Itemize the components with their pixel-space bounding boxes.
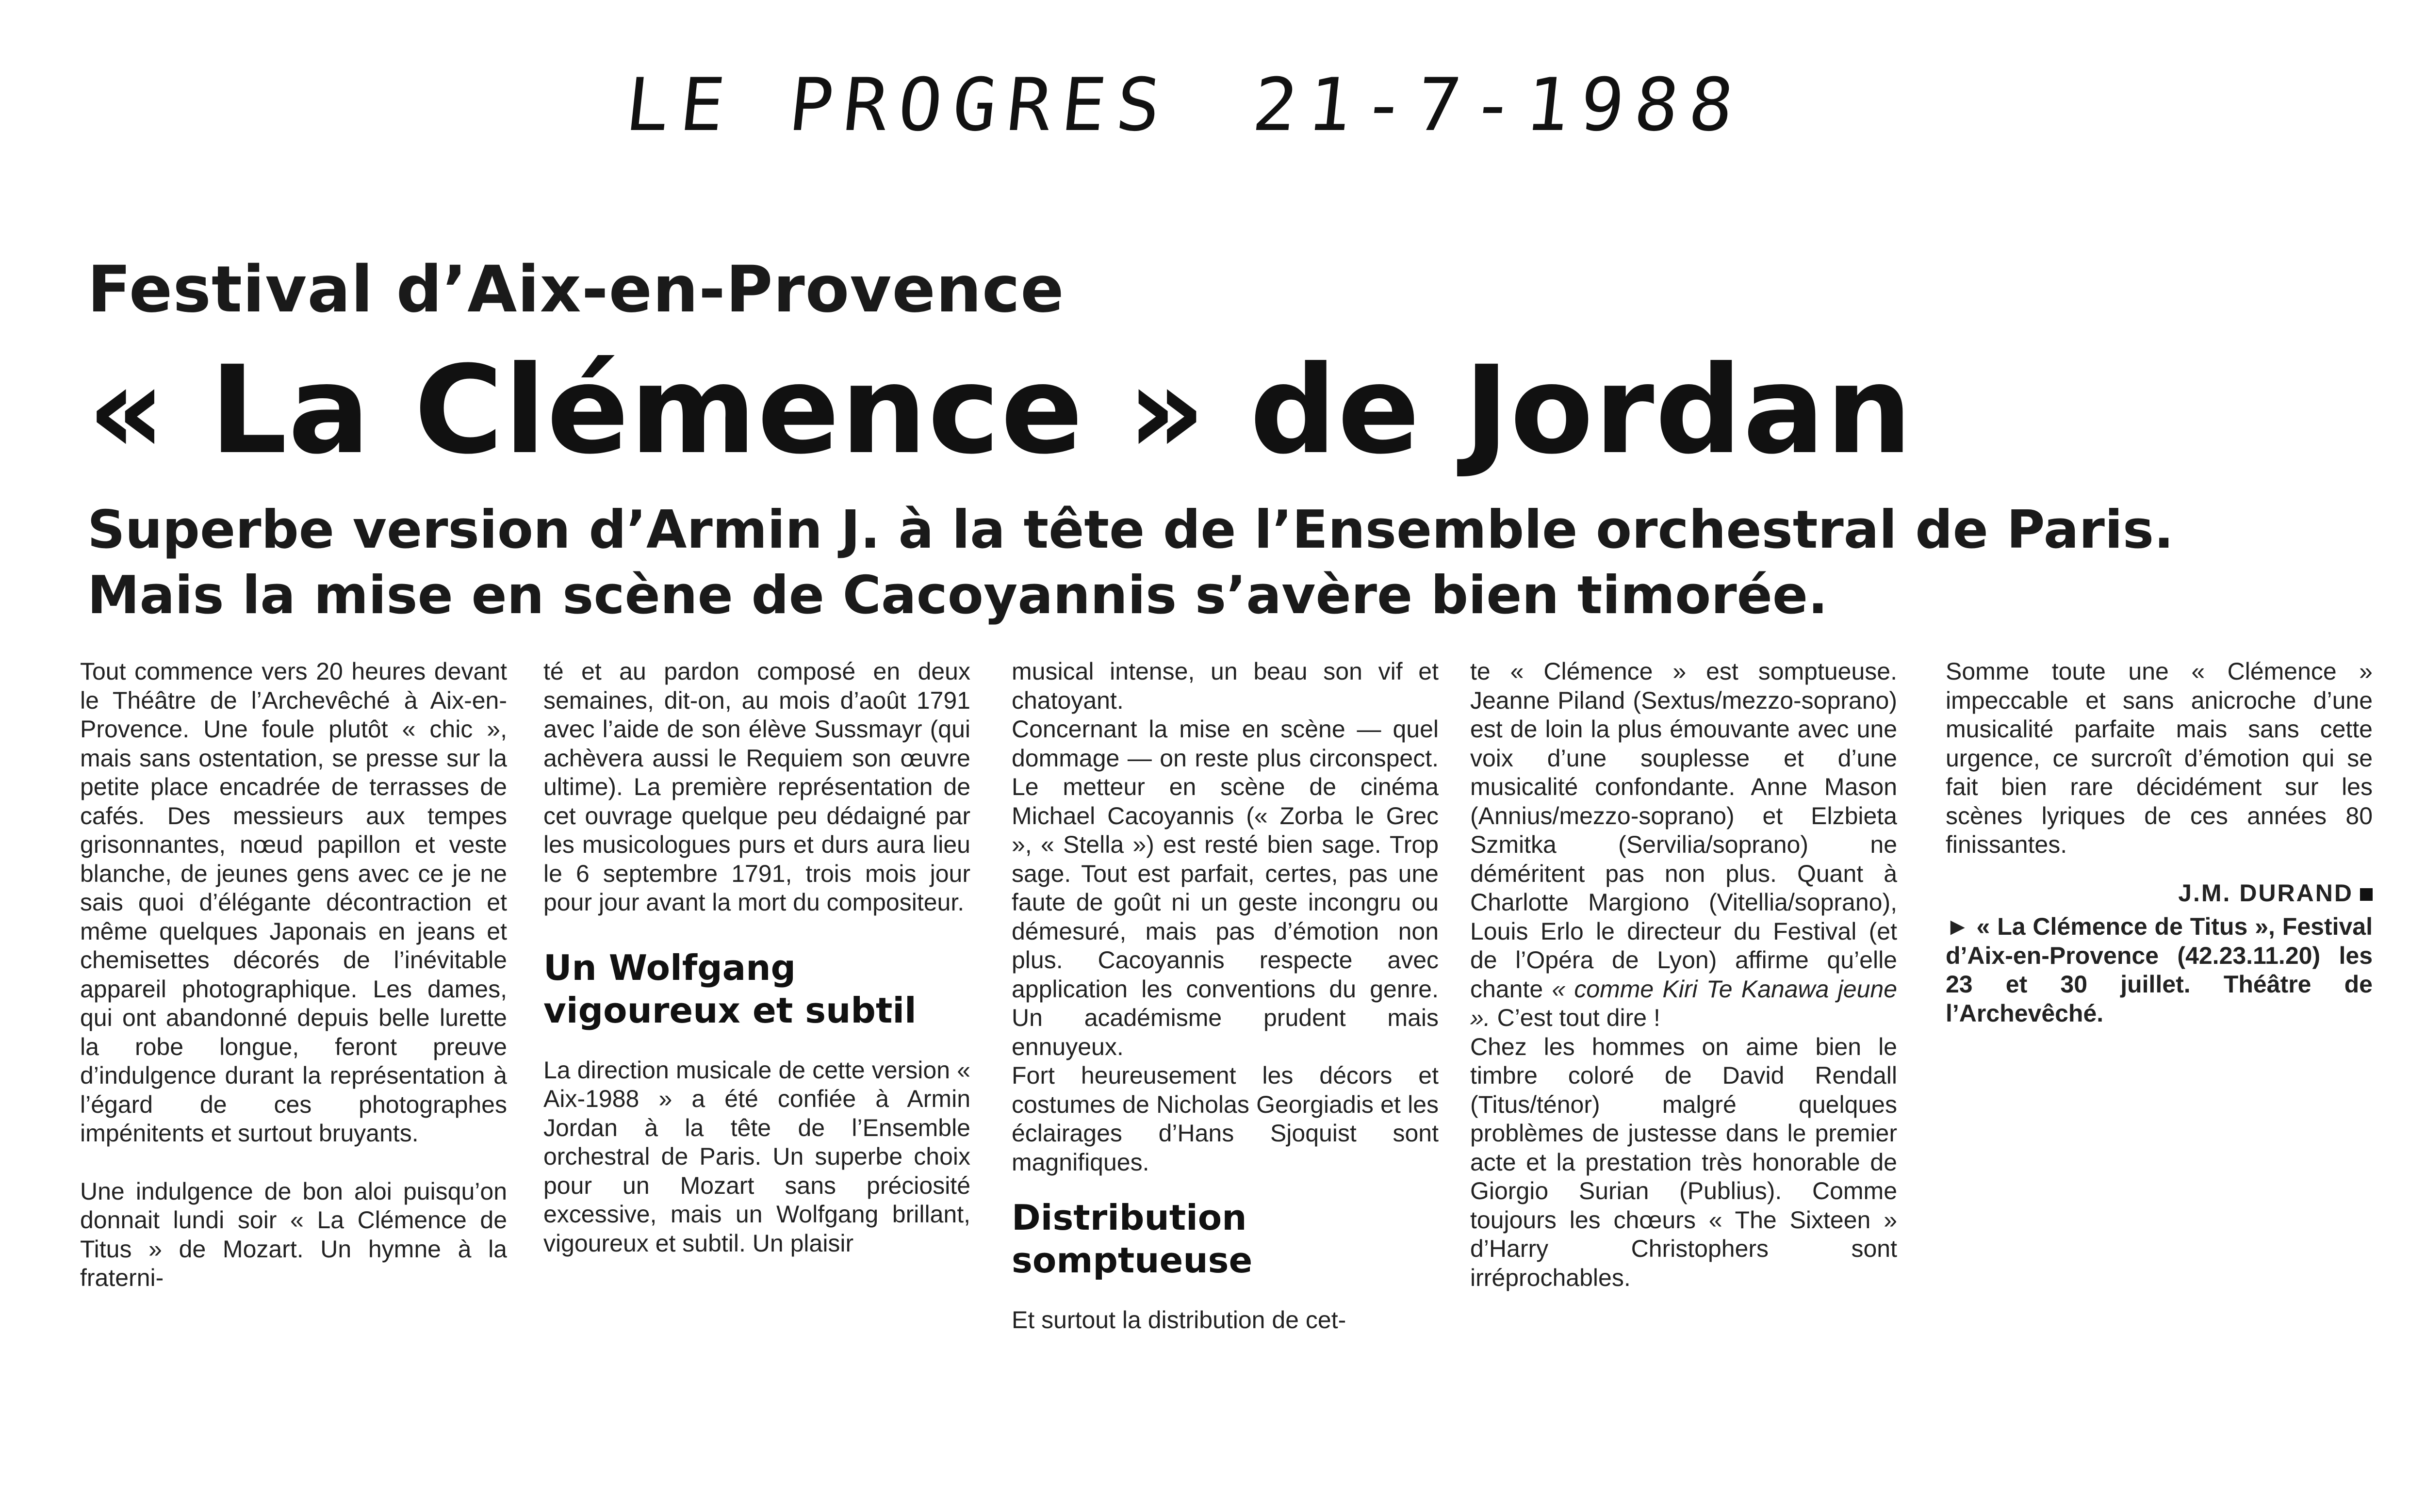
handwritten-clipping-note	[622, 63, 1831, 147]
paragraph: musical intense, un beau son vif et chatoyant.	[1012, 658, 1439, 714]
paragraph: Une indulgence de bon aloi puisqu’on donnait lundi soir « La Clémence de Titus » de Mozart. Un hymne à la fraterni-	[80, 1177, 507, 1291]
paragraph: Somme toute une « Clémence » impeccable et sans anicroche d’une musicalité parfaite mais sans cette urgence, ce surcroît d’émotion qui se fait bien rare décidément sur les scènes lyriques de ces années 80 finissantes.	[1946, 658, 2373, 858]
paragraph-text: te « Clémence » est somptueuse. Jeanne Piland (Sextus/mezzo-soprano) est de loin la plus émouvante avec une voix d’une souplesse et d’une musicalité confondante. Anne Mason (Annius/mezzo-soprano) et Elzbieta Szmitka (Servilia/soprano) ne déméritent pas non plus. Quant à Charlotte Margiono (Vitellia/soprano), Louis Erlo le directeur du Festival (et de l’Opéra de Lyon) affirme qu’elle chante	[1470, 658, 1897, 1003]
article-column-5	[1946, 657, 2373, 1057]
arrow-icon: ►	[1946, 913, 1970, 940]
paragraph: La direction musicale de cette version « Aix-1988 » a été confiée à Armin Jordan à la tête de l’Ensemble orchestral de Paris. Un superbe choix pour un Mozart sans préciosité excessive, mais un Wolfgang brillant, vigoureux et subtil. Un plaisir	[543, 1056, 970, 1257]
paragraph: Et surtout la distribution de cet-	[1012, 1306, 1346, 1333]
pull-quote: « comme Kiri Te Kanawa jeune ».	[1470, 975, 1897, 1031]
newspaper-name: LE PROGRES	[621, 63, 1176, 147]
paragraph: Concernant la mise en scène — quel dommage — on reste plus circonspect. Le metteur en scène de cinéma Michael Cacoyannis (« Zorba le Grec », « Stella ») est resté bien sage. Trop sage. Tout est parfait, certes, pas une faute de goût ni un geste incongru ou démesuré, mais pas d’émotion non plus. Cacoyannis respecte avec application les conventions du genre. Un académisme prudent mais ennuyeux.	[1012, 715, 1439, 1060]
byline	[1946, 879, 2373, 908]
paragraph: Fort heureusement les décors et costumes de Nicholas Georgiadis et les éclairages d’Hans Sjoquist sont magnifiques.	[1012, 1062, 1439, 1176]
author-name: J.M. DURAND	[2178, 879, 2353, 907]
article-headline: « La Clémence » de Jordan	[87, 340, 1913, 481]
paragraph: té et au pardon composé en deux semaines, dit-on, au mois d’août 1791 avec l’aide de son élève Sussmayr (qui achèvera aussi le Requiem son œuvre ultime). La première représentation de cet ouvrage quelque peu dédaigné par les musicologues purs et durs aura lieu le 6 septembre 1791, trois mois jour pour jour avant la mort du compositeur.	[543, 658, 970, 916]
paragraph	[1470, 657, 1897, 1033]
info-text: « La Clémence de Titus », Festival d’Aix-en-Provence (42.23.11.20) les 23 et 30 juillet. Théâtre de l’Archevêché.	[1946, 913, 2373, 1027]
article-kicker: Festival d’Aix-en-Provence	[87, 252, 1065, 327]
article-column-4	[1470, 657, 1897, 1292]
subheading-wolfgang: Un Wolfgang vigoureux et subtil	[543, 947, 917, 1031]
performance-info	[1946, 912, 2373, 1028]
article-column-2	[543, 657, 970, 1258]
subheading-distribution: Distribution somptueuse	[1012, 1197, 1253, 1281]
paragraph-text: C’est tout dire !	[1490, 1004, 1660, 1031]
paragraph: Tout commence vers 20 heures devant le Théâtre de l’Archevêché à Aix-en-Provence. Une foule plutôt « chic », mais sans ostentation, se presse sur la petite place encadrée de terrasses de cafés. Des messieurs aux tempes grisonnantes, nœud papillon et veste blanche, de jeunes gens avec ce je ne sais quoi d’élégante décontraction et même quelques Japonais en jeans et chemisettes décorés de l’inévitable appareil photographique. Les dames, qui ont abandonné depuis belle lurette la robe longue, feront preuve d’indulgence durant la représentation à l’égard de ces photographes impénitents et surtout bruyants.	[80, 658, 507, 1147]
paragraph: Chez les hommes on aime bien le timbre coloré de David Rendall (Titus/ténor) malgré quelques problèmes de justesse dans le premier acte et la prestation très honorable de Giorgio Surian (Publius). Comme toujours les chœurs « The Sixteen » d’Harry Christophers sont irréprochables.	[1470, 1033, 1897, 1291]
article-column-1	[80, 657, 507, 1293]
end-square-icon	[2360, 888, 2373, 901]
clipping-date: 21-7-1988	[1248, 63, 1749, 147]
article-column-3	[1012, 657, 1439, 1335]
article-standfirst: Superbe version d’Armin J. à la tête de l’Ensemble orchestral de Paris. Mais la mise en scène de Cacoyannis s’avère bien timorée.	[87, 500, 2174, 626]
